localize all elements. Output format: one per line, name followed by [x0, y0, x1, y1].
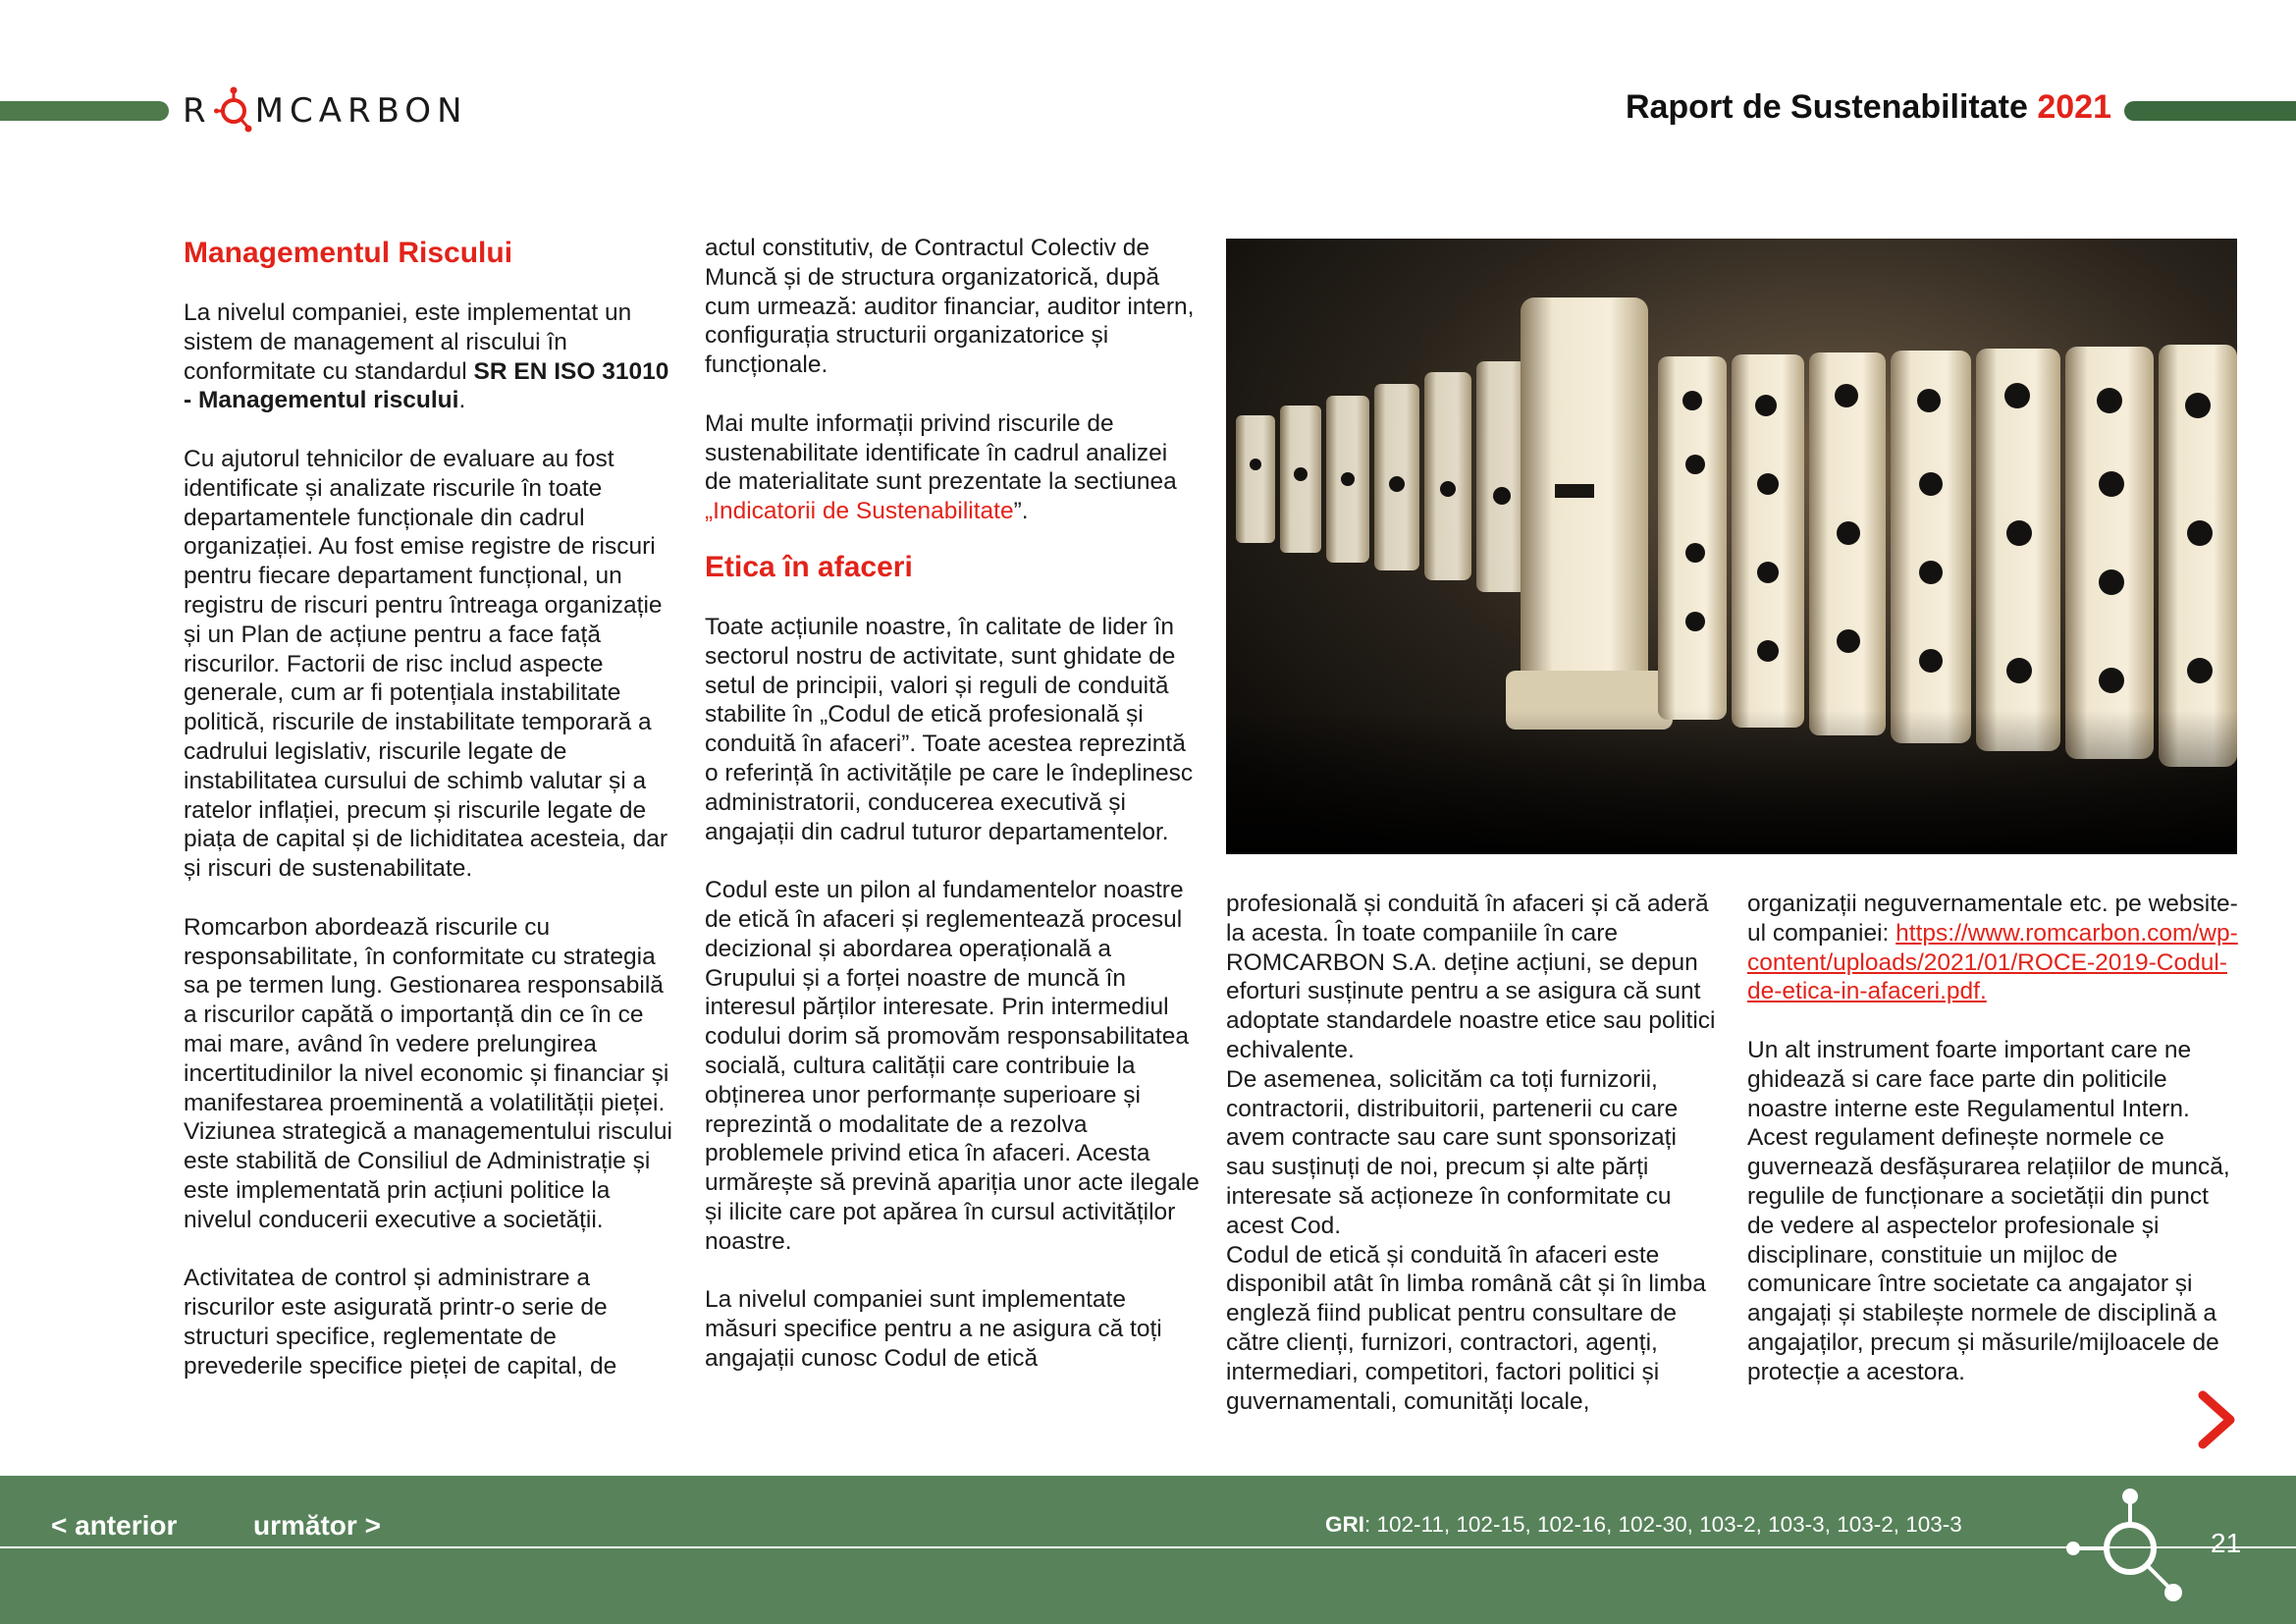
report-title-text: Raport de Sustenabilitate [1625, 88, 2028, 126]
romcarbon-logo [183, 86, 468, 135]
logo-text-right: MCARBON [254, 91, 468, 131]
section-heading-risk: Managementul Riscului [184, 237, 513, 269]
dominoes-photo [1226, 239, 2237, 854]
molecule-icon [2061, 1485, 2199, 1612]
text: organizații neguvernamentale etc. pe website-ul companiei: [1747, 891, 2238, 947]
paragraph: Toate acțiunile noastre, în calitate de lider în sectorul nostru de activitate, sunt ghidate de setul de principii, valori și reguli de conduită stabilite în „Codul de etică profesională și conduită în afaceri”. Toate acestea reprezintă o referință în activitățile pe care le îndeplinesc administratorii, conducerea executivă și angajații din cadrul tuturor departamentelor. [705, 613, 1194, 845]
column-4 [1747, 890, 2238, 1416]
paragraph: Romcarbon abordează riscurile cu responsabilitate, în conformitate cu strategia sa pe termen lung. Gestionarea responsabilă a riscurilor capătă o importanță din ce în ce mai mare, având în vedere prelungirea incertitudinilor la nivel economic și financiar și manifestarea proeminentă a volatilității pieței. Viziunea strategică a managementului riscului este stabilită de Consiliul de Administrație și este implementată prin acțiuni politice la nivelul conducerii executive a societății. [184, 913, 672, 1233]
logo-text-left: R [183, 91, 212, 131]
previous-page-link[interactable]: < anterior [51, 1510, 178, 1541]
paragraph: Un alt instrument foarte important care ne ghidează si care face parte din politicile noastre interne este Regulamentul Intern. Acest regulament definește normele ce guvernează desfășurarea relațiilor de muncă, regulile de funcționare a societății din punct de vedere al aspectelor profesionale și disciplinare, constituie un mijloc de comunicare între societate ca angajator și angajați și stabilește normele de disciplină a angajaților, precum și măsurile/mijloacele de protecție a acestora. [1747, 1036, 2230, 1385]
paragraph: Cu ajutorul tehnicilor de evaluare au fost identificate și analizate riscurile în toate departamentele funcționale din cadrul organizației. Au fost emise registre de riscuri pentru fiecare departament funcțional, un registru de riscuri pentru întreaga organizație și un Plan de acțiune pentru a face față riscurilor. Factorii de risc includ aspecte generale, cum ar fi potențiala instabilitate politică, riscurile de instabilitate temporară a cadrului legislativ, riscurile legate de instabilitatea cursului de schimb valutar și a ratelor inflației, precum și riscurile legate de piața de capital și de lichiditatea acesteia, dar și riscuri de sustenabilitate. [184, 445, 668, 883]
standard-name: SR EN ISO 31010 - Managementul riscului [184, 357, 669, 414]
section-heading-ethics: Etica în afaceri [705, 550, 913, 583]
indicators-link[interactable]: „Indicatorii de Sustenabilitate [705, 498, 1014, 525]
page-number: 21 [2211, 1528, 2242, 1558]
paragraph: La nivelul companiei sunt implementate măsuri specifice pentru a ne asigura că toți angajații cunosc Codul de etică [705, 1286, 1162, 1372]
footer-divider [0, 1546, 2296, 1548]
paragraph: De asemenea, solicităm ca toți furnizorii, contractorii, distribuitorii, partenerii cu care avem contracte sau care sunt sponsorizați sau susținuți de noi, precum și alte părți interesate să acționeze în conformitate cu acest Cod. [1226, 1065, 1679, 1239]
paragraph: actul constitutiv, de Contractul Colectiv de Muncă și de structura organizatorică, după cum urmează: auditor financiar, auditor intern, configurația structurii organizatorice și funcționale. [705, 235, 1195, 379]
paragraph [705, 409, 1201, 526]
next-page-link[interactable]: următor > [253, 1510, 381, 1541]
header-bar-left [0, 101, 169, 121]
column-3 [1226, 890, 1717, 1445]
text: . [458, 387, 466, 414]
report-year: 2021 [2037, 88, 2111, 126]
text: ”. [1013, 498, 1029, 525]
gri-codes: : 102-11, 102-15, 102-16, 102-30, 103-2, 103-3, 103-2, 103-3 [1364, 1512, 1962, 1537]
code-of-ethics-link[interactable]: https://www.romcarbon.com/wp-content/uploads/2021/01/ROCE-2019-Codul-de-etica-in-afaceri.pdf. [1747, 919, 2238, 1005]
text: La nivelul companiei, este implementat un sistem de management al riscului în conformitate cu standardul [184, 299, 632, 385]
footer [0, 1476, 2296, 1624]
paragraph [1747, 890, 2238, 1006]
report-title [1626, 88, 2111, 127]
gri-references [1325, 1512, 1962, 1538]
logo-molecule-icon [214, 86, 253, 135]
paragraph: profesională și conduită în afaceri și că aderă la acesta. În toate companiile în care ROMCARBON S.A. deține acțiuni, se depun eforturi susținute pentru a se asigura că sunt adoptate standardele noastre etice sau politici echivalente. [1226, 891, 1716, 1063]
gri-label: GRI [1325, 1512, 1365, 1537]
text: Mai multe informații privind riscurile de sustenabilitate identificate în cadrul analizei de materialitate sunt prezentate la sectiunea [705, 409, 1177, 496]
header-bar-right [2124, 101, 2296, 121]
column-2 [705, 234, 1201, 1402]
paragraph [184, 298, 674, 415]
column-1 [184, 234, 674, 1410]
paragraph: Codul este un pilon al fundamentelor noastre de etică în afaceri și reglementează procesul decizional și abordarea operațională a Grupului și a forței noastre de muncă în interesul părților interesate. Prin intermediul codului dorim să promovăm responsabilitatea socială, cultura calității care contribuie la obținerea unor performanțe superioare și reprezintă o modalitate de a rezolva problemele privind etica în afaceri. Acesta urmărește să prevină apariția unor acte ilegale și ilicite care pot apărea în cursul activităților noastre. [705, 877, 1200, 1255]
paragraph: Activitatea de control și administrare a riscurilor este asigurată printr-o serie de structuri specifice, reglementate de prevederile specifice pieței de capital, de [184, 1265, 617, 1380]
next-chevron-icon[interactable] [2195, 1389, 2238, 1450]
paragraph: Codul de etică și conduită în afaceri este disponibil atât în limba română cât și în limba engleză fiind publicat pentru consultare de către clienți, furnizori, contractori, agenți, intermediari, competitori, factori politici și guvernamentali, comunități locale, [1226, 1241, 1706, 1415]
